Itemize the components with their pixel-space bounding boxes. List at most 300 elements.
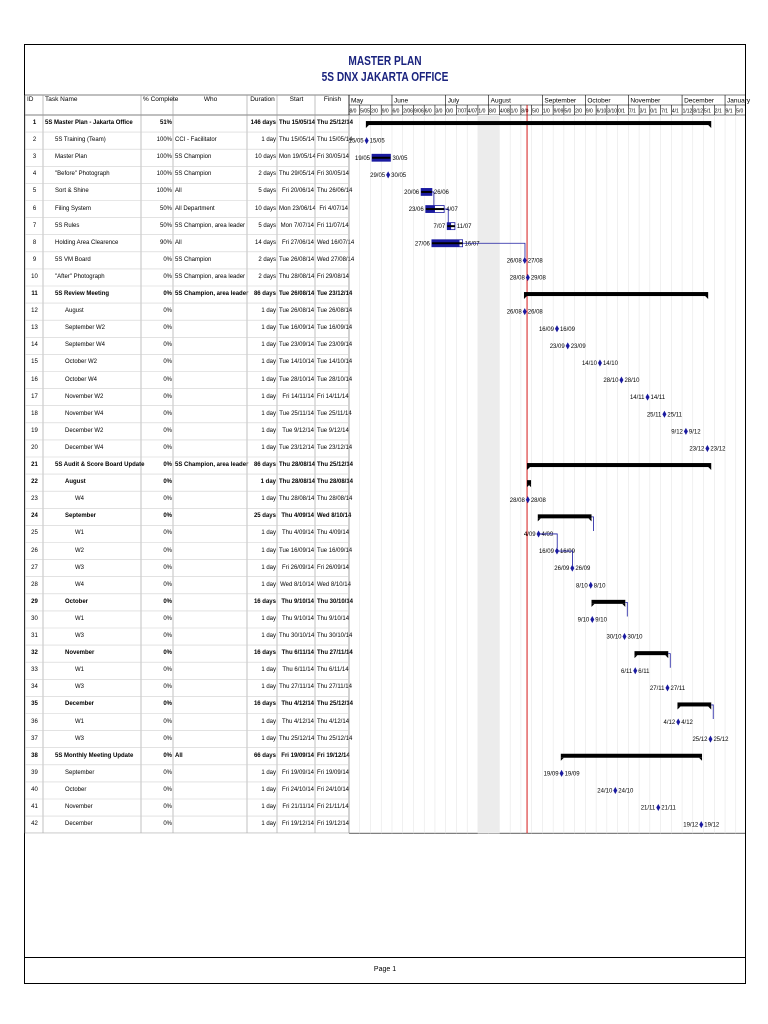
cell-start: Thu 28/08/14	[279, 496, 315, 503]
cell-start: Tue 26/08/14	[279, 256, 315, 263]
bar-finish-label: 15/05	[369, 138, 385, 145]
column-header-name: Task Name	[45, 96, 78, 103]
cell-id: 6	[32, 205, 37, 212]
task-progress-line	[432, 242, 463, 244]
milestone-marker	[684, 428, 688, 435]
cell-name: December W2	[65, 427, 104, 434]
cell-dur: 1 day	[261, 376, 276, 383]
cell-name: September W4	[65, 342, 106, 349]
cell-pct: 0%	[163, 650, 172, 657]
cell-pct: 0%	[163, 376, 172, 383]
summary-cap-left	[634, 655, 637, 658]
cell-dur: 5 days	[258, 188, 276, 195]
cell-dur: 1 day	[261, 359, 276, 366]
cell-start: Tue 26/08/14	[279, 291, 315, 297]
cell-dur: 2 days	[258, 273, 276, 280]
cell-id: 11	[31, 291, 38, 297]
bar-finish-label: 19/09	[564, 771, 580, 778]
bar-finish-label: 24/10	[618, 788, 634, 795]
cell-dur: 14 days	[254, 239, 276, 246]
cell-start: Thu 4/09/14	[281, 530, 314, 537]
cell-name: November W2	[65, 393, 104, 400]
bar-finish-label: 6/11	[638, 668, 650, 675]
cell-dur: 2 days	[258, 171, 276, 178]
cell-name: 5S Review Meeting	[55, 291, 110, 297]
milestone-marker	[613, 787, 617, 794]
bar-start-label: 28/08	[509, 497, 525, 504]
cell-id: 24	[31, 513, 38, 520]
cell-id: 25	[31, 530, 38, 537]
cell-pct: 0%	[163, 667, 172, 674]
week-label: 0/0	[446, 108, 454, 115]
gantt-chart	[25, 93, 751, 893]
bar-start-label: 28/08	[509, 275, 525, 282]
milestone-marker	[555, 325, 559, 332]
cell-dur: 1 day	[261, 393, 276, 400]
cell-pct: 0%	[163, 564, 172, 571]
cell-finish: Fri 26/09/14	[317, 564, 350, 571]
cell-name: W3	[75, 633, 84, 639]
week-label: 2/1	[714, 108, 722, 115]
cell-name: 5S Monthly Meeting Update	[55, 752, 134, 759]
cell-finish: Thu 9/10/14	[317, 615, 350, 622]
milestone-marker	[523, 308, 527, 315]
summary-bar	[561, 754, 702, 758]
cell-who: 5S Champion	[175, 154, 212, 161]
cell-pct: 0%	[163, 581, 172, 588]
cell-finish: Tue 14/10/14	[317, 359, 353, 366]
summary-cap-left	[538, 518, 541, 521]
month-label: August	[490, 97, 511, 105]
cell-start: Thu 28/08/14	[279, 273, 315, 280]
cell-finish: Fri 24/10/14	[317, 786, 350, 793]
milestone-marker	[708, 736, 712, 743]
cell-finish: Thu 27/11/14	[317, 650, 353, 657]
cell-pct: 0%	[163, 308, 172, 315]
cell-name: December	[65, 821, 93, 828]
bar-finish-label: 9/12	[688, 429, 701, 436]
bar-start-label: 15/05	[348, 138, 364, 145]
cell-dur: 1 day	[261, 684, 276, 691]
bar-start-label: 14/11	[629, 395, 645, 402]
bar-finish-label: 26/08	[527, 309, 543, 316]
cell-id: 17	[31, 393, 38, 400]
cell-finish: Thu 4/09/14	[317, 530, 350, 537]
cell-finish: Tue 23/12/14	[317, 291, 353, 297]
cell-finish: Thu 25/12/14	[317, 735, 353, 742]
cell-dur: 1 day	[261, 547, 276, 554]
summary-bar	[366, 121, 711, 125]
summary-cap-left	[524, 296, 527, 299]
month-label: June	[393, 97, 409, 105]
cell-name: Holding Area Clearence	[55, 239, 119, 246]
summary-cap-right	[699, 758, 702, 761]
cell-start: Thu 28/08/14	[279, 479, 316, 486]
cell-pct: 50%	[159, 222, 172, 229]
cell-dur: 5 days	[258, 222, 276, 229]
cell-who: 5S Champion, area leader	[175, 291, 249, 297]
bar-finish-label: 21/11	[661, 805, 676, 812]
cell-finish: Wed 8/10/14	[317, 513, 352, 520]
cell-who: All Department	[175, 205, 215, 212]
week-label: 3/0	[435, 108, 443, 115]
month-label: January	[727, 97, 751, 105]
cell-id: 2	[32, 137, 37, 144]
cell-finish: Fri 11/07/14	[317, 222, 349, 229]
cell-start: Fri 27/06/14	[281, 239, 314, 246]
cell-name: Sort & Shine	[55, 188, 89, 195]
cell-pct: 0%	[163, 821, 172, 828]
cell-id: 41	[31, 804, 38, 810]
bar-start-label: 27/06	[414, 241, 430, 248]
cell-pct: 0%	[163, 718, 172, 725]
cell-dur: 86 days	[253, 291, 276, 297]
milestone-marker	[589, 582, 593, 589]
week-label: 9/06	[413, 108, 424, 115]
cell-pct: 0%	[163, 786, 172, 793]
bar-finish-label: 30/05	[391, 172, 407, 179]
summary-bar	[527, 463, 711, 467]
week-label: 1/12	[682, 108, 693, 115]
milestone-marker	[619, 377, 623, 384]
cell-name: W1	[75, 615, 84, 622]
cell-dur: 146 days	[250, 120, 276, 126]
cell-finish: Fri 14/11/14	[317, 393, 349, 400]
gantt-page	[24, 44, 751, 984]
cell-id: 14	[31, 342, 38, 349]
cell-pct: 0%	[163, 769, 172, 776]
bar-finish-label: 28/08	[530, 497, 546, 504]
cell-name: 5S VM Board	[55, 256, 91, 263]
cell-start: Mon 19/05/14	[279, 154, 316, 161]
bar-start-label: 29/05	[370, 172, 386, 179]
cell-pct: 0%	[163, 325, 172, 332]
bar-start-label: 19/09	[543, 771, 559, 778]
week-label: 9/0	[585, 108, 593, 115]
cell-finish: Fri 4/07/14	[319, 205, 348, 212]
summary-cap-right	[622, 604, 625, 607]
bar-start-label: 25/12	[692, 737, 708, 744]
cell-pct: 0%	[163, 479, 172, 486]
month-label: November	[630, 97, 661, 105]
cell-pct: 0%	[163, 530, 172, 537]
bar-start-label: 26/09	[554, 566, 570, 573]
cell-pct: 0%	[163, 273, 172, 280]
task-progress-line	[426, 208, 444, 210]
week-label: 8/0	[489, 108, 497, 115]
cell-id: 23	[31, 496, 38, 503]
cell-pct: 51%	[159, 120, 172, 126]
week-label: 5/1	[704, 108, 712, 115]
bar-finish-label: 11/07	[456, 224, 472, 231]
cell-start: Tue 9/12/14	[282, 427, 314, 434]
cell-finish: Thu 25/12/14	[317, 701, 354, 708]
cell-name: November	[65, 804, 93, 810]
cell-name: December W4	[65, 444, 104, 451]
bar-finish-label: 23/12	[710, 446, 726, 453]
bar-finish-label: 4/07	[446, 207, 458, 214]
cell-id: 37	[31, 735, 38, 742]
cell-dur: 1 day	[261, 769, 276, 776]
cell-id: 39	[31, 769, 38, 776]
cell-name: W3	[75, 564, 84, 571]
week-label: 9/1	[725, 108, 733, 115]
week-label: 2/0	[370, 108, 378, 115]
bar-start-label: 20/06	[404, 189, 420, 196]
column-header-start: Start	[289, 96, 304, 103]
week-label: 5/0	[736, 108, 744, 115]
week-label: 5/0	[532, 108, 540, 115]
milestone-marker	[386, 171, 390, 178]
cell-finish: Wed 8/10/14	[317, 581, 351, 588]
cell-name: October	[65, 598, 89, 605]
cell-dur: 10 days	[254, 154, 276, 161]
cell-start: Thu 15/05/14	[279, 120, 316, 126]
task-progress-line	[447, 225, 455, 227]
cell-pct: 0%	[163, 752, 172, 759]
week-label: 4/08	[499, 108, 510, 115]
bar-start-label: 4/09	[523, 531, 536, 538]
cell-start: Thu 29/05/14	[279, 171, 315, 178]
cell-finish: Fri 30/05/14	[317, 154, 350, 161]
cell-start: Fri 19/12/14	[281, 821, 314, 828]
cell-pct: 0%	[163, 735, 172, 742]
cell-id: 3	[32, 154, 37, 161]
week-label: 8/0	[349, 108, 357, 115]
week-label: 0/1	[618, 108, 626, 115]
cell-id: 35	[31, 701, 38, 708]
column-header-dur: Duration	[250, 96, 275, 103]
cell-id: 26	[31, 547, 38, 554]
cell-start: Fri 14/11/14	[282, 393, 314, 400]
week-label: 1/0	[478, 108, 486, 115]
cell-id: 30	[31, 615, 38, 622]
cell-name: W1	[75, 530, 84, 537]
cell-start: Tue 16/09/14	[279, 325, 315, 332]
cell-id: 12	[31, 308, 38, 315]
bar-start-label: 30/10	[606, 634, 622, 641]
bar-finish-label: 8/10	[593, 583, 606, 590]
milestone-marker	[560, 770, 564, 777]
plan-subtitle: 5S DNX JAKARTA OFFICE	[321, 69, 449, 84]
cell-pct: 0%	[163, 804, 172, 810]
cell-id: 21	[31, 462, 38, 468]
milestone-marker	[590, 616, 594, 623]
holiday-shade	[478, 115, 499, 833]
cell-finish: Thu 25/12/14	[317, 120, 354, 126]
cell-start: Tue 23/09/14	[279, 342, 315, 349]
cell-name: W3	[75, 735, 84, 742]
summary-cap-left	[561, 758, 564, 761]
cell-dur: 1 day	[261, 410, 276, 417]
week-label: 6/0	[424, 108, 432, 115]
cell-finish: Wed 27/08/14	[317, 256, 355, 263]
cell-start: Thu 9/10/14	[281, 615, 314, 622]
cell-dur: 1 day	[261, 137, 276, 144]
cell-name: W4	[75, 581, 84, 588]
cell-id: 10	[31, 273, 38, 280]
bar-start-label: 4/12	[663, 720, 676, 727]
cell-finish: Thu 28/08/14	[317, 479, 354, 486]
cell-finish: Tue 25/11/14	[317, 410, 352, 417]
cell-id: 36	[31, 718, 38, 725]
bar-start-label: 6/11	[621, 668, 633, 675]
cell-id: 42	[31, 821, 38, 828]
cell-pct: 0%	[163, 615, 172, 622]
bar-start-label: 14/10	[581, 360, 597, 367]
bar-finish-label: 30/05	[392, 155, 408, 162]
cell-finish: Thu 6/11/14	[317, 667, 349, 674]
cell-name: December	[65, 701, 95, 708]
cell-id: 33	[31, 667, 38, 674]
bar-finish-label: 16/07	[464, 241, 480, 248]
bar-finish-label: 26/06	[433, 189, 449, 196]
cell-who: CCI - Facilitator	[175, 137, 217, 144]
cell-name: W2	[75, 547, 84, 554]
cell-dur: 1 day	[261, 718, 276, 725]
cell-finish: Fri 30/05/14	[317, 171, 350, 178]
cell-start: Fri 26/09/14	[281, 564, 314, 571]
cell-pct: 0%	[163, 701, 172, 708]
week-label: 3/1	[639, 108, 647, 115]
cell-start: Thu 30/10/14	[279, 633, 315, 639]
cell-name: October W2	[65, 359, 98, 366]
week-label: 1/0	[510, 108, 518, 115]
milestone-marker	[676, 719, 680, 726]
cell-name: November W4	[65, 410, 104, 417]
summary-bar	[634, 651, 668, 655]
cell-name: August	[65, 479, 86, 486]
column-header-pct: % Complete	[143, 96, 179, 103]
week-label: 7/1	[628, 108, 636, 115]
cell-dur: 25 days	[253, 513, 276, 520]
cell-name: October W4	[65, 376, 98, 383]
cell-name: 5S Audit & Score Board Update	[55, 462, 145, 468]
cell-start: Thu 4/12/14	[281, 718, 314, 725]
summary-bar	[538, 514, 592, 518]
week-label: 8/0	[521, 108, 529, 115]
task-progress-line	[372, 157, 390, 159]
cell-name: W1	[75, 667, 84, 674]
cell-pct: 0%	[163, 598, 172, 605]
week-label: 4/07	[467, 108, 478, 115]
month-label: December	[684, 97, 715, 105]
cell-pct: 0%	[163, 496, 172, 503]
summary-cap-right	[708, 706, 711, 709]
cell-dur: 1 day	[261, 342, 276, 349]
cell-finish: Thu 15/05/14	[317, 137, 353, 144]
cell-name: W4	[75, 496, 84, 503]
column-header-id: ID	[27, 96, 34, 103]
cell-start: Thu 6/11/14	[281, 650, 314, 657]
cell-dur: 86 days	[253, 462, 276, 468]
milestone-marker	[646, 394, 650, 401]
cell-finish: Fri 21/11/14	[317, 804, 349, 810]
cell-who: 5S Champion	[175, 256, 212, 263]
bar-start-label: 27/11	[649, 685, 665, 692]
bar-start-label: 19/05	[355, 155, 371, 162]
month-label: October	[587, 97, 611, 105]
week-label: 6/10	[596, 108, 607, 115]
week-label: 4/1	[671, 108, 679, 115]
milestone-marker	[662, 411, 666, 418]
cell-start: Tue 16/09/14	[279, 547, 315, 554]
cell-pct: 0%	[163, 444, 172, 451]
cell-finish: Thu 26/06/14	[317, 188, 353, 195]
bar-start-label: 24/10	[597, 788, 613, 795]
cell-finish: Fri 29/08/14	[317, 273, 350, 280]
bar-finish-label: 19/12	[704, 822, 720, 829]
cell-dur: 1 day	[261, 530, 276, 537]
week-label: 1/0	[542, 108, 550, 115]
milestone-marker	[623, 633, 627, 640]
milestone-marker	[656, 804, 660, 811]
cell-start: Thu 28/08/14	[279, 462, 316, 468]
bar-finish-label: 26/09	[575, 566, 591, 573]
cell-dur: 1 day	[261, 496, 276, 503]
cell-start: Thu 25/12/14	[279, 735, 315, 742]
gantt-grid	[25, 93, 751, 893]
bar-finish-label: 16/09	[559, 549, 575, 556]
cell-start: Thu 4/09/14	[281, 513, 314, 520]
bar-finish-label: 25/12	[713, 737, 729, 744]
cell-dur: 1 day	[261, 633, 276, 639]
cell-pct: 100%	[156, 188, 172, 195]
cell-id: 32	[31, 650, 38, 657]
cell-finish: Tue 23/09/14	[317, 342, 353, 349]
cell-name: September	[65, 513, 97, 520]
cell-pct: 0%	[163, 547, 172, 554]
cell-finish: Tue 9/12/14	[317, 427, 349, 434]
cell-id: 40	[31, 786, 38, 793]
cell-dur: 2 days	[258, 256, 276, 263]
cell-id: 8	[32, 239, 37, 246]
milestone-marker	[699, 821, 703, 828]
milestone-marker	[566, 342, 570, 349]
bar-finish-label: 30/10	[627, 634, 643, 641]
cell-id: 9	[32, 256, 37, 263]
cell-id: 28	[31, 581, 38, 588]
cell-id: 13	[31, 325, 38, 332]
cell-pct: 0%	[163, 256, 172, 263]
cell-pct: 0%	[163, 513, 172, 520]
cell-dur: 1 day	[261, 821, 276, 828]
cell-start: Tue 14/10/14	[279, 359, 315, 366]
summary-cap-right	[589, 518, 592, 521]
cell-dur: 66 days	[253, 752, 276, 759]
cell-name: November	[65, 650, 95, 657]
cell-start: Fri 19/09/14	[281, 769, 314, 776]
bar-finish-label: 4/09	[541, 531, 554, 538]
bar-finish-label: 9/10	[595, 617, 607, 624]
summary-bar	[592, 600, 626, 604]
cell-finish: Tue 23/12/14	[317, 444, 353, 451]
cell-name: Master Plan	[55, 154, 88, 161]
cell-finish: Thu 25/12/14	[317, 462, 354, 468]
bar-start-label: 26/08	[506, 309, 522, 316]
cell-name: W1	[75, 718, 84, 725]
cell-name: Filing System	[55, 205, 92, 212]
summary-cap-right	[708, 125, 711, 128]
plan-title: MASTER PLAN	[348, 53, 422, 68]
cell-start: Fri 20/06/14	[281, 188, 314, 195]
dependency-link	[711, 705, 713, 719]
cell-start: Tue 25/11/14	[279, 410, 314, 417]
cell-start: Tue 26/08/14	[279, 308, 315, 315]
cell-pct: 0%	[163, 410, 172, 417]
cell-id: 5	[32, 188, 37, 195]
summary-cap-right	[705, 296, 708, 299]
